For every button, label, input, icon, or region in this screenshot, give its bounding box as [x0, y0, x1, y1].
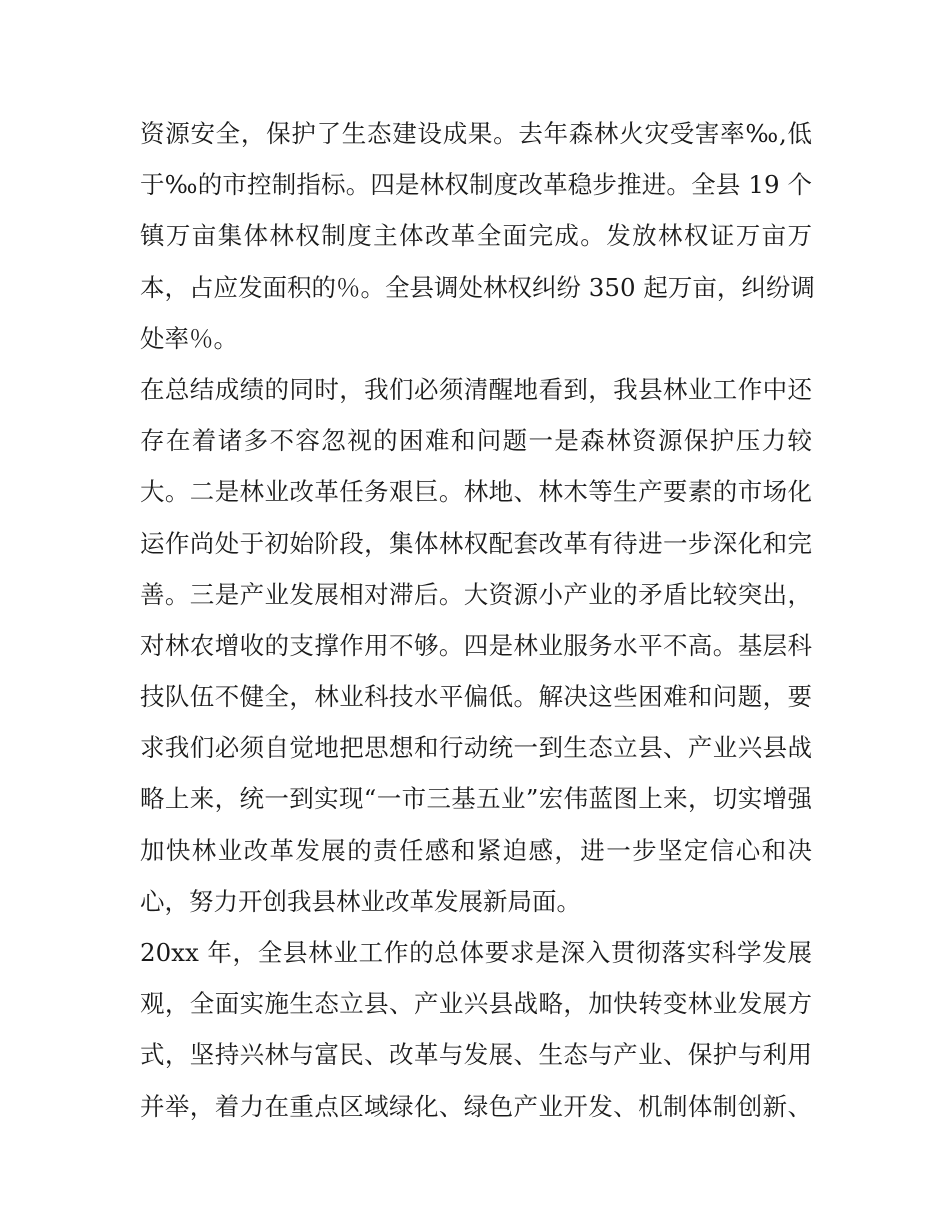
text-line: 心，努力开创我县林业改革发展新局面。: [140, 886, 581, 916]
text-line: 镇万亩集体林权制度主体改革全面完成。发放林权证万亩万: [140, 221, 812, 251]
text-line: 求我们必须自觉地把思想和行动统一到生态立县、产业兴县战: [140, 733, 812, 763]
text-line: 资源安全，保护了生态建设成果。去年森林火灾受害率‰,低: [140, 119, 812, 148]
paragraph-2: [140, 364, 812, 927]
text-line: 略上来，统一到实现“一市三基五业”宏伟蓝图上来，切实增强: [140, 784, 812, 814]
text-line: 于‰的市控制指标。四是林权制度改革稳步推进。全县 19 个: [140, 170, 812, 200]
text-line: 善。三是产业发展相对滞后。大资源小产业的矛盾比较突出，: [140, 579, 812, 609]
text-line: 对林农增收的支撑作用不够。四是林业服务水平不高。基层科: [140, 630, 812, 660]
paragraph-3: [140, 927, 812, 1132]
text-line: 并举，着力在重点区域绿化、绿色产业开发、机制体制创新、: [140, 1091, 812, 1121]
text-line: 观，全面实施生态立县、产业兴县战略，加快转变林业发展方: [140, 989, 812, 1019]
document-body: [140, 108, 815, 1132]
text-line: 在总结成绩的同时，我们必须清醒地看到，我县林业工作中还: [140, 374, 812, 404]
text-line: 运作尚处于初始阶段，集体林权配套改革有待进一步深化和完: [140, 528, 812, 558]
text-line: 加快林业改革发展的责任感和紧迫感，进一步坚定信心和决: [140, 835, 812, 865]
text-line: 技队伍不健全，林业科技水平偏低。解决这些困难和问题，要: [140, 682, 812, 712]
text-line: 20xx 年，全县林业工作的总体要求是深入贯彻落实科学发展: [140, 938, 812, 967]
text-line: 大。二是林业改革任务艰巨。林地、林木等生产要素的市场化: [140, 477, 812, 507]
text-line: 处率％。: [140, 323, 238, 353]
paragraph-1: [140, 108, 815, 364]
text-line: 式，坚持兴林与富民、改革与发展、生态与产业、保护与利用: [140, 1040, 812, 1070]
text-line: 本，占应发面积的％。全县调处林权纠纷 350 起万亩，纠纷调: [140, 272, 815, 302]
text-line: 存在着诸多不容忽视的困难和问题一是森林资源保护压力较: [140, 426, 812, 456]
